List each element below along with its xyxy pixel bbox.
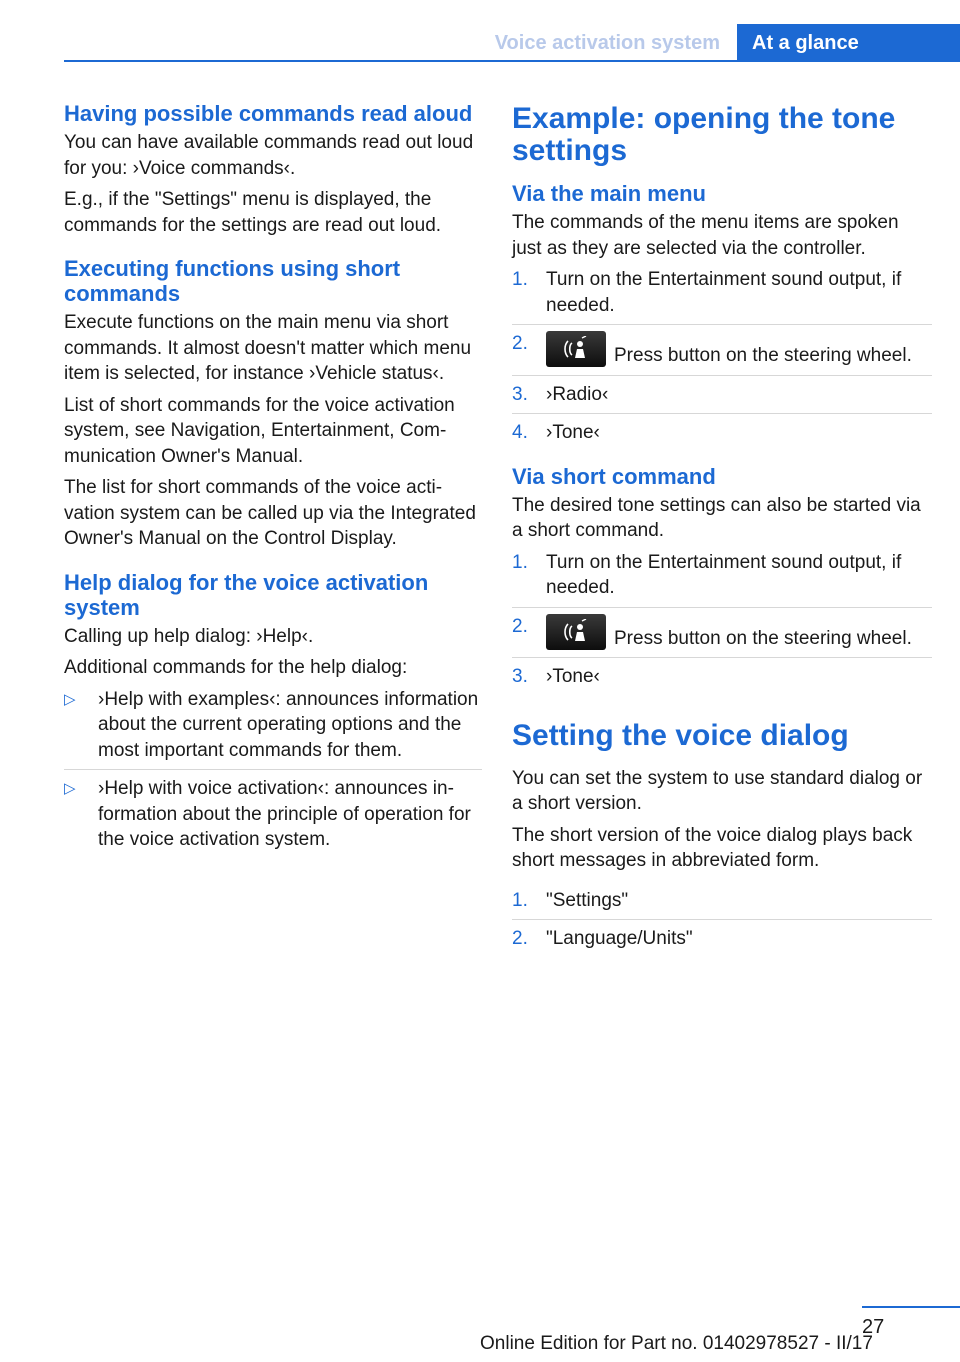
step-text: ›Tone‹ xyxy=(546,666,600,687)
list-item-text: ›Help with voice activation‹: announces information about the principle of operation for the voice activation system. xyxy=(98,778,471,850)
step-number: 4. xyxy=(512,422,528,443)
paragraph: You can have available commands read out loud for you: ›Voice commands‹. xyxy=(64,132,474,179)
voice-command-button-icon xyxy=(546,331,606,367)
list-item xyxy=(64,769,482,853)
step-text: "Settings" xyxy=(546,889,629,911)
paragraph: E.g., if the "Settings" menu is displayed, the commands for the settings are read out loud. xyxy=(64,189,442,236)
step-item xyxy=(512,919,932,952)
step-text: ›Tone‹ xyxy=(546,422,600,443)
triangle-bullet-icon: ▷ xyxy=(64,780,76,797)
step-item xyxy=(512,324,932,369)
step-number: 2. xyxy=(512,333,528,354)
step-text: ›Radio‹ xyxy=(546,383,609,405)
step-item xyxy=(512,607,932,652)
paragraph: The commands of the menu items are spoken just as they are selected via the controller. xyxy=(512,212,899,259)
header-section-title: Voice activation system xyxy=(494,31,720,54)
step-item xyxy=(512,550,932,601)
step-text: Press button on the steering wheel. xyxy=(614,345,912,366)
steps-short-command xyxy=(512,550,932,690)
step-number: 1. xyxy=(512,889,528,911)
step-text: Turn on the Entertainment sound output, if needed. xyxy=(546,269,902,316)
header-rule xyxy=(64,60,960,62)
footer-edition: Online Edition for Part no. 01402978527 - II/17 xyxy=(480,1333,873,1354)
heading-tone-settings: Example: opening the tone settings xyxy=(512,102,896,167)
section-title-read-aloud: Having possible commands read aloud xyxy=(64,101,473,126)
step-text: "Language/Units" xyxy=(546,928,693,949)
paragraph: The list for short commands of the voice activation system can be called up via the Integrated Owner's Manual on the Control Display. xyxy=(64,477,476,549)
list-item-text: ›Help with examples‹: announces information about the current operating options and the most important commands for them. xyxy=(98,688,479,761)
section-title-short-commands: Executing functions using short commands xyxy=(64,256,401,306)
step-number: 2. xyxy=(512,928,528,949)
step-number: 1. xyxy=(512,269,528,290)
steps-main-menu xyxy=(512,267,932,446)
section-title-help-dialog: Help dialog for the voice activation system xyxy=(64,569,429,620)
subheading-main-menu: Via the main menu xyxy=(512,181,706,206)
header-chapter-tab: At a glance xyxy=(737,24,960,62)
steps-voice-dialog xyxy=(512,888,932,952)
step-text: Press button on the steering wheel. xyxy=(614,627,912,649)
subheading-short-command: Via short command xyxy=(512,463,716,489)
step-number: 3. xyxy=(512,383,528,405)
paragraph: Additional commands for the help dialog: xyxy=(64,657,408,678)
voice-command-button-icon xyxy=(546,614,606,650)
paragraph: The short version of the voice dialog plays back short messages in abbreviated form. xyxy=(512,824,913,871)
paragraph: Calling up help dialog: ›Help‹. xyxy=(64,625,314,647)
paragraph: The desired tone settings can also be started via a short command. xyxy=(512,494,921,541)
step-item xyxy=(512,267,932,318)
paragraph: Execute functions on the main menu via short commands. It almost doesn't matter which menu item is selected, for instance ›Vehicle status‹. xyxy=(64,312,472,384)
left-column xyxy=(64,101,482,859)
step-text: Turn on the Entertainment sound output, if needed. xyxy=(546,551,902,598)
heading-voice-dialog: Setting the voice dialog xyxy=(512,718,849,752)
step-item xyxy=(512,657,932,690)
page-number: 27 xyxy=(862,1316,885,1338)
step-item xyxy=(512,413,932,446)
paragraph: List of short commands for the voice activation system, see Navigation, Entertainment, Communication Owner's Manual. xyxy=(64,394,455,467)
footer-rule xyxy=(862,1306,960,1308)
step-number: 1. xyxy=(512,551,528,573)
paragraph: You can set the system to use standard dialog or a short version. xyxy=(512,767,923,814)
help-command-list xyxy=(64,687,482,853)
step-item xyxy=(512,375,932,408)
triangle-bullet-icon: ▷ xyxy=(64,690,76,708)
right-column xyxy=(512,103,932,958)
step-number: 2. xyxy=(512,615,528,637)
step-number: 3. xyxy=(512,666,528,687)
step-item xyxy=(512,888,932,914)
list-item xyxy=(64,687,482,764)
